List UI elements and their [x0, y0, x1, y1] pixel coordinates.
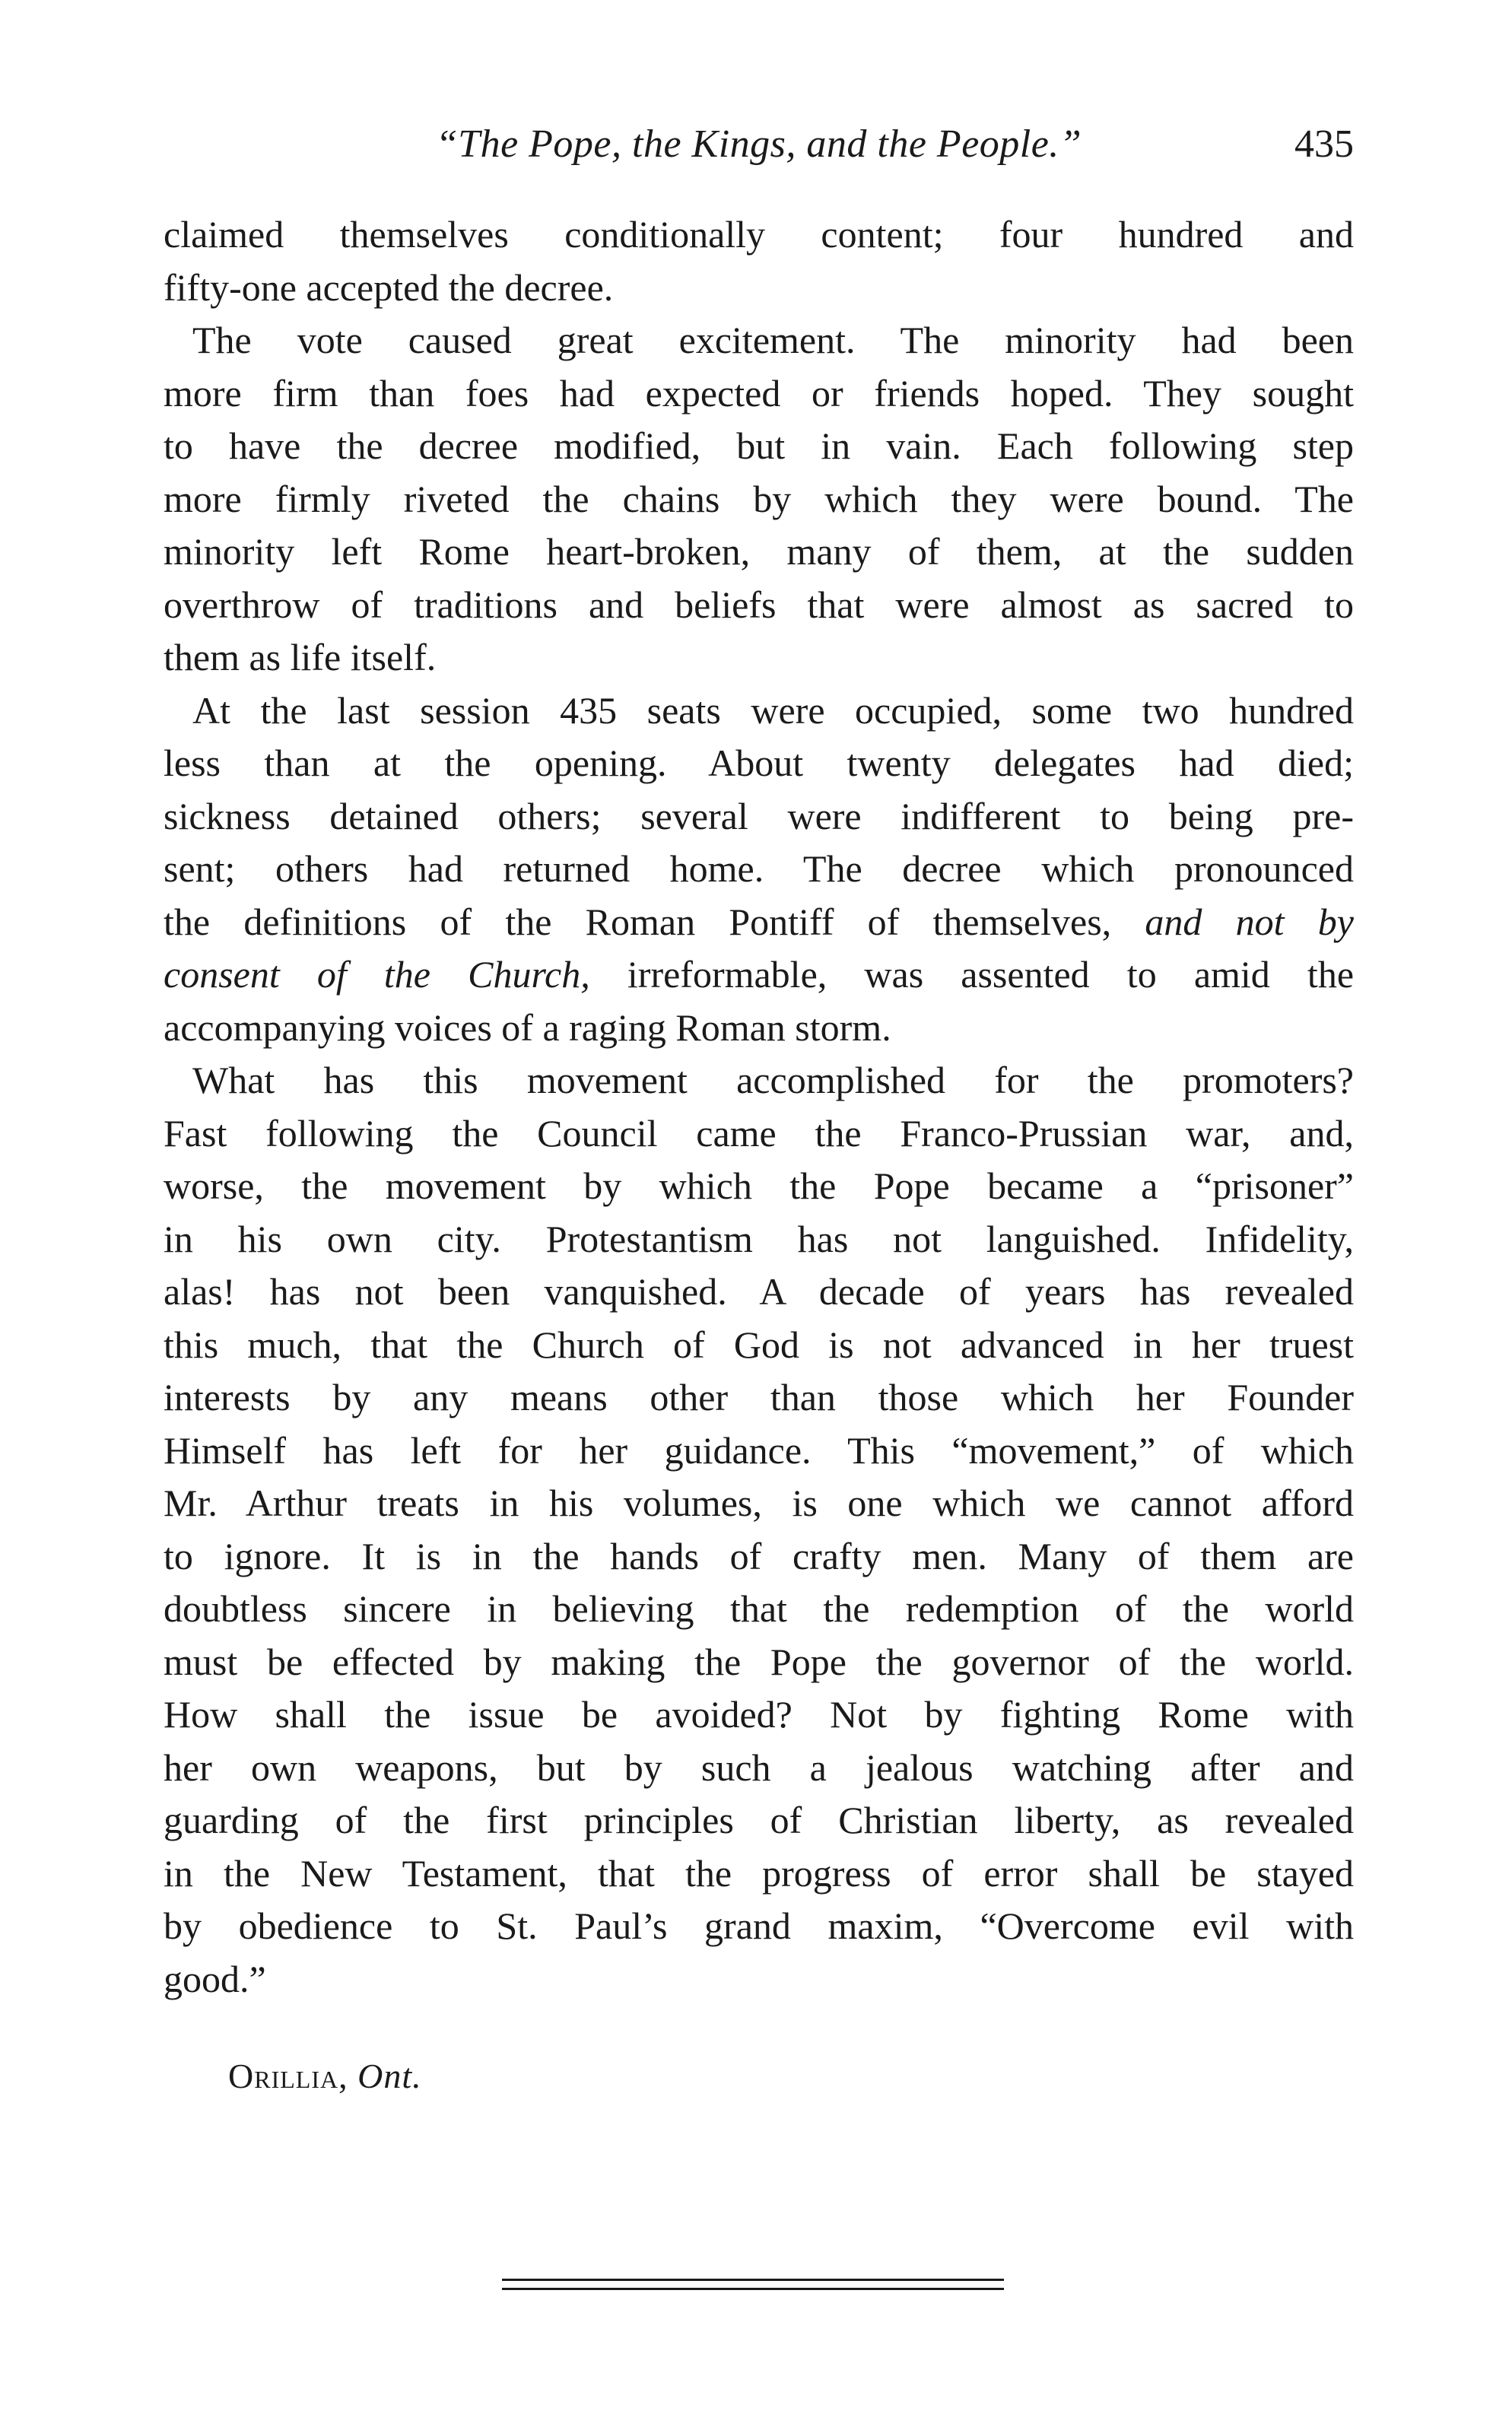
text-line: How shall the issue be avoided? Not by fighting Rome with	[164, 1693, 1354, 1736]
text-line: sent; others had returned home. The decree which pronounced	[164, 847, 1354, 890]
text-line-mixed	[164, 896, 1354, 949]
running-title: “The Pope, the Kings, and the People.”	[435, 122, 1082, 166]
signature-place: Orillia,	[228, 2057, 348, 2095]
text-line: fifty-one accepted the decree.	[164, 265, 614, 309]
text-line: doubtless sincere in believing that the redemption of the world	[164, 1587, 1354, 1630]
text-line: alas! has not been vanquished. A decade of years has revealed	[164, 1270, 1354, 1313]
section-divider-rule	[502, 2288, 1004, 2290]
italic-segment: consent of the Church,	[164, 953, 590, 996]
paragraph-4	[164, 1054, 1354, 2006]
signature-location	[228, 2054, 422, 2099]
text-line: in his own city. Protestantism has not languished. Infidelity,	[164, 1217, 1354, 1260]
text-line: good.”	[164, 1957, 266, 2000]
text-line: sickness detained others; several were indifferent to being pre-	[164, 794, 1354, 837]
text-line: minority left Rome heart-broken, many of them, at the sudden	[164, 530, 1354, 573]
paragraph-3	[164, 685, 1354, 1055]
text-line: What has this movement accomplished for the promoters?	[192, 1059, 1354, 1101]
italic-segment: and not by	[1145, 900, 1354, 943]
text-line: guarding of the first principles of Christian liberty, as revealed	[164, 1799, 1354, 1841]
text-line: accompanying voices of a raging Roman storm.	[164, 1005, 891, 1049]
text-line: her own weapons, but by such a jealous watching after and	[164, 1745, 1354, 1789]
text-line: Mr. Arthur treats in his volumes, is one which we cannot afford	[164, 1482, 1354, 1524]
text-line: this much, that the Church of God is not advanced in her truest	[164, 1323, 1354, 1366]
text-line: The vote caused great excitement. The minority had been	[192, 319, 1354, 361]
text-line: to ignore. It is in the hands of crafty men. Many of them are	[164, 1534, 1354, 1577]
text-line-mixed	[164, 948, 1354, 1002]
text-line: less than at the opening. About twenty delegates had died;	[164, 742, 1354, 784]
text-line: At the last session 435 seats were occupied, some two hundred	[192, 688, 1354, 732]
paragraph-2	[164, 314, 1354, 685]
text-line: overthrow of traditions and beliefs that were almost as sacred to	[164, 583, 1354, 626]
text-line: more firmly riveted the chains by which they were bound. The	[164, 477, 1354, 520]
body-text	[164, 208, 1354, 2006]
text-line: Fast following the Council came the Franco-Prussian war, and,	[164, 1111, 1354, 1155]
text-line: more firm than foes had expected or friends hoped. They sought	[164, 371, 1354, 415]
running-head	[164, 114, 1354, 175]
text-line: must be effected by making the Pope the governor of the world.	[164, 1640, 1354, 1683]
text-segment: the definitions of the Roman Pontiff of themselves,	[164, 900, 1112, 943]
text-line: interests by any means other than those which her Founder	[164, 1376, 1354, 1418]
section-divider-rule	[502, 2279, 1004, 2281]
text-line: them as life itself.	[164, 636, 437, 678]
text-line: worse, the movement by which the Pope became a “prisoner”	[164, 1164, 1354, 1207]
text-line: in the New Testament, that the progress of error shall be stayed	[164, 1851, 1354, 1895]
signature-province: Ont.	[357, 2057, 422, 2095]
page-number: 435	[1294, 122, 1354, 166]
paragraph-1	[164, 208, 1354, 314]
text-line: Himself has left for her guidance. This “movement,” of which	[164, 1428, 1354, 1472]
text-line: to have the decree modified, but in vain. Each following step	[164, 424, 1354, 467]
text-line: claimed themselves conditionally content; four hundred and	[164, 213, 1354, 256]
text-segment: irreformable, was assented to amid the	[627, 953, 1355, 996]
text-line: by obedience to St. Paul’s grand maxim, “Overcome evil with	[164, 1904, 1354, 1947]
